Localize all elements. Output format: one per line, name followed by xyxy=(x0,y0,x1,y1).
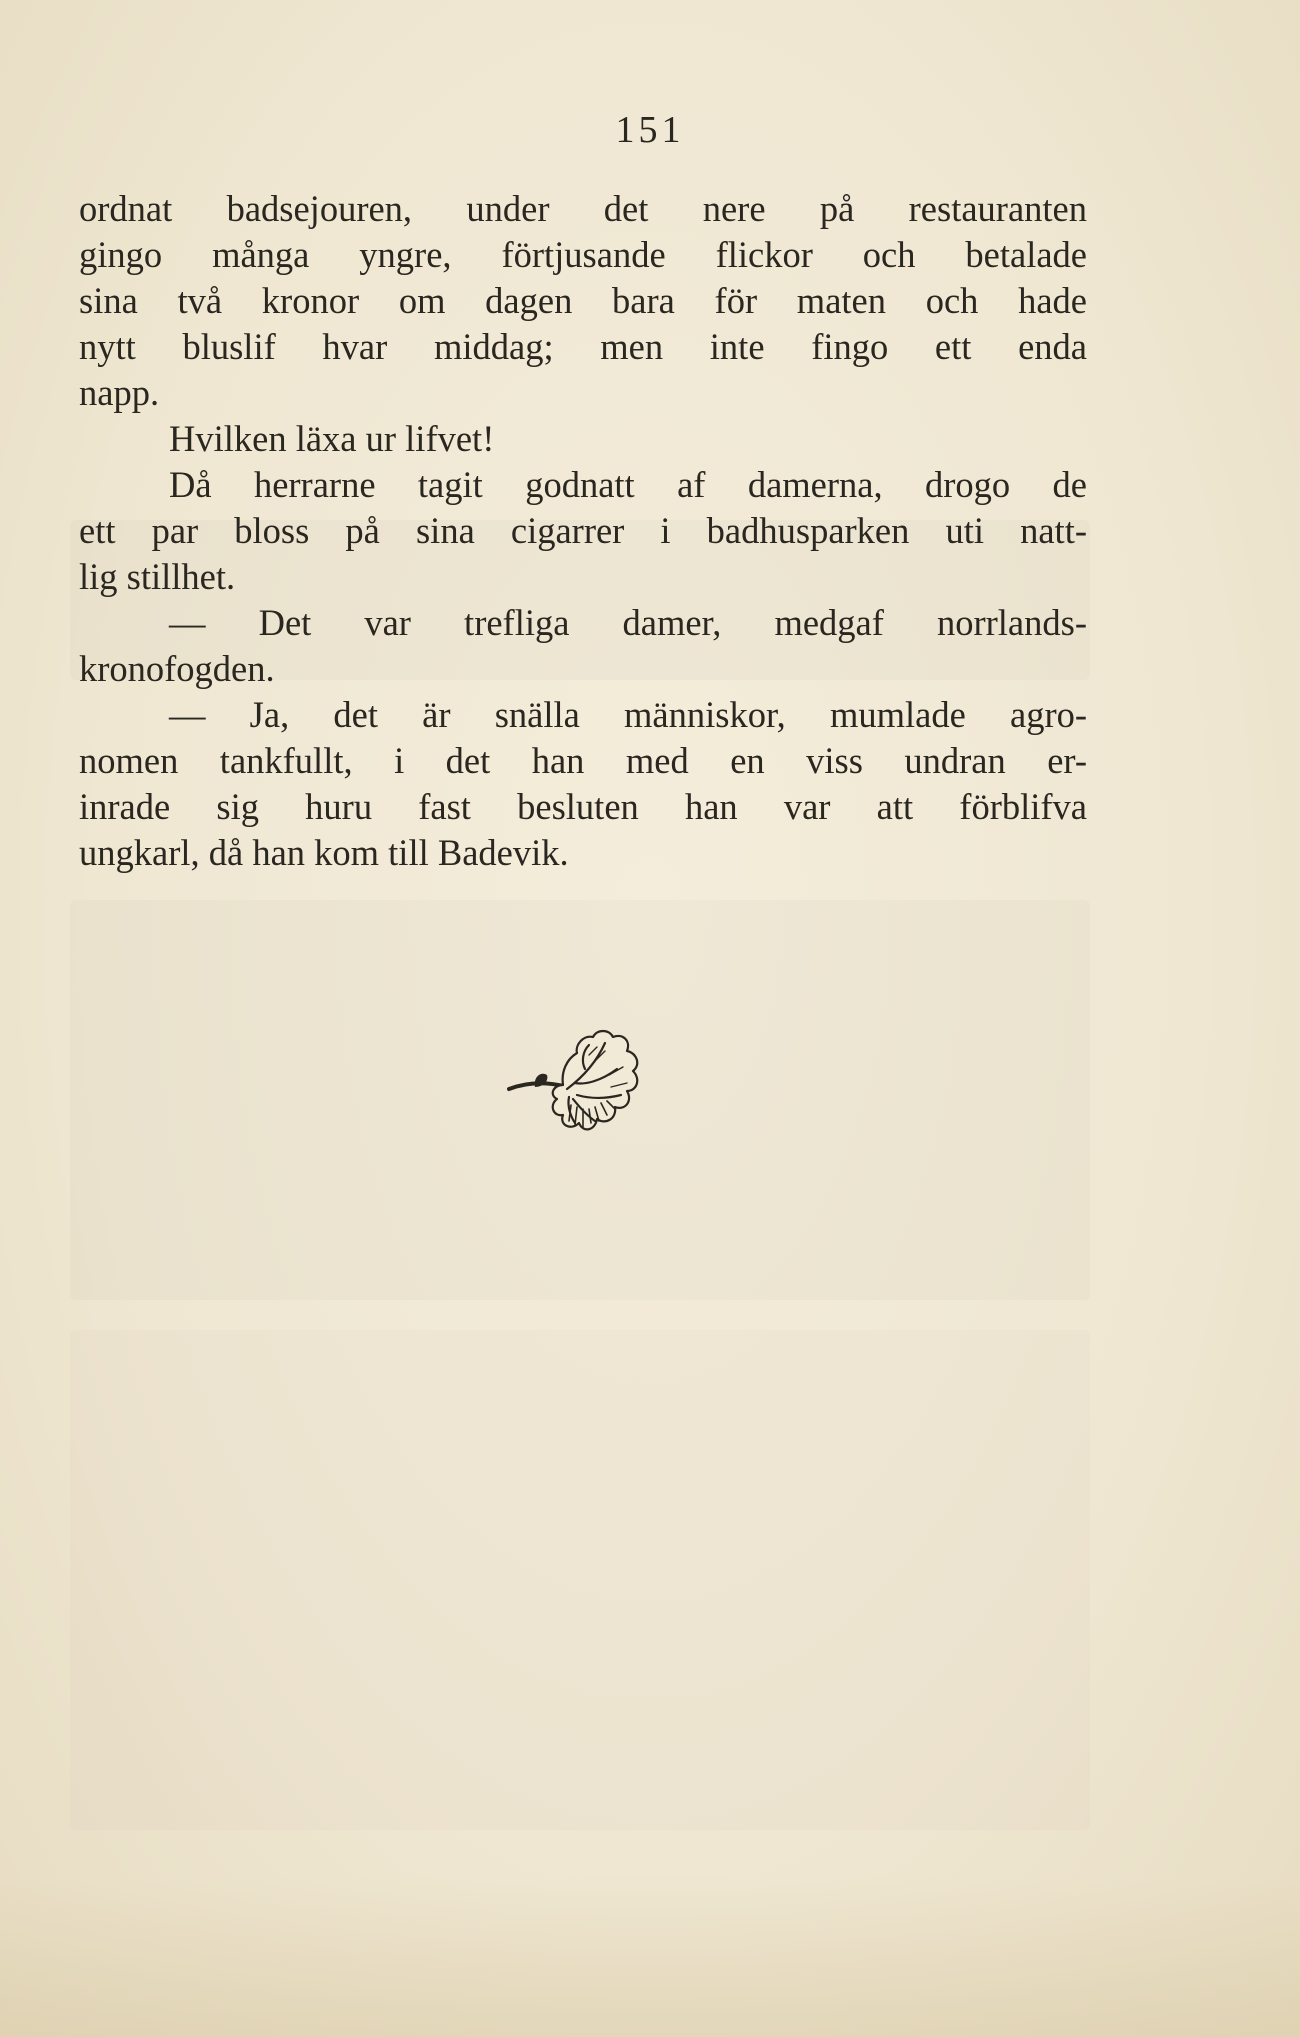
text-line: lig stillhet. xyxy=(79,556,236,597)
page-edge-shadow xyxy=(0,1877,1300,2037)
show-through-shade xyxy=(70,1330,1090,1830)
text-line: — Det var trefliga damer, medgaf norrlands- xyxy=(169,602,1087,643)
text-line: nomen tankfullt, i det han med en viss undran er- xyxy=(79,740,1087,781)
text-line: gingo många yngre, förtjusande flickor och betalade xyxy=(79,234,1087,275)
page-number: 151 xyxy=(615,109,685,151)
body-text xyxy=(79,186,1087,876)
text-line: ordnat badsejouren, under det nere på restauranten xyxy=(79,188,1087,229)
text-line: ungkarl, då han kom till Badevik. xyxy=(79,832,569,873)
text-line: napp. xyxy=(79,372,160,413)
text-line: nytt bluslif hvar middag; men inte fingo ett enda xyxy=(79,326,1087,367)
text-line: — Ja, det är snälla människor, mumlade agro- xyxy=(169,694,1087,735)
text-line: kronofogden. xyxy=(79,648,275,689)
text-line: ett par bloss på sina cigarrer i badhusparken uti natt- xyxy=(79,510,1087,551)
text-line: inrade sig huru fast besluten han var att förblifva xyxy=(79,786,1087,827)
text-line: Då herrarne tagit godnatt af damerna, drogo de xyxy=(169,464,1087,505)
text-line: Hvilken läxa ur lifvet! xyxy=(169,418,495,459)
leaf-vignette-icon xyxy=(505,1025,665,1155)
text-line: sina två kronor om dagen bara för maten och hade xyxy=(79,280,1087,321)
